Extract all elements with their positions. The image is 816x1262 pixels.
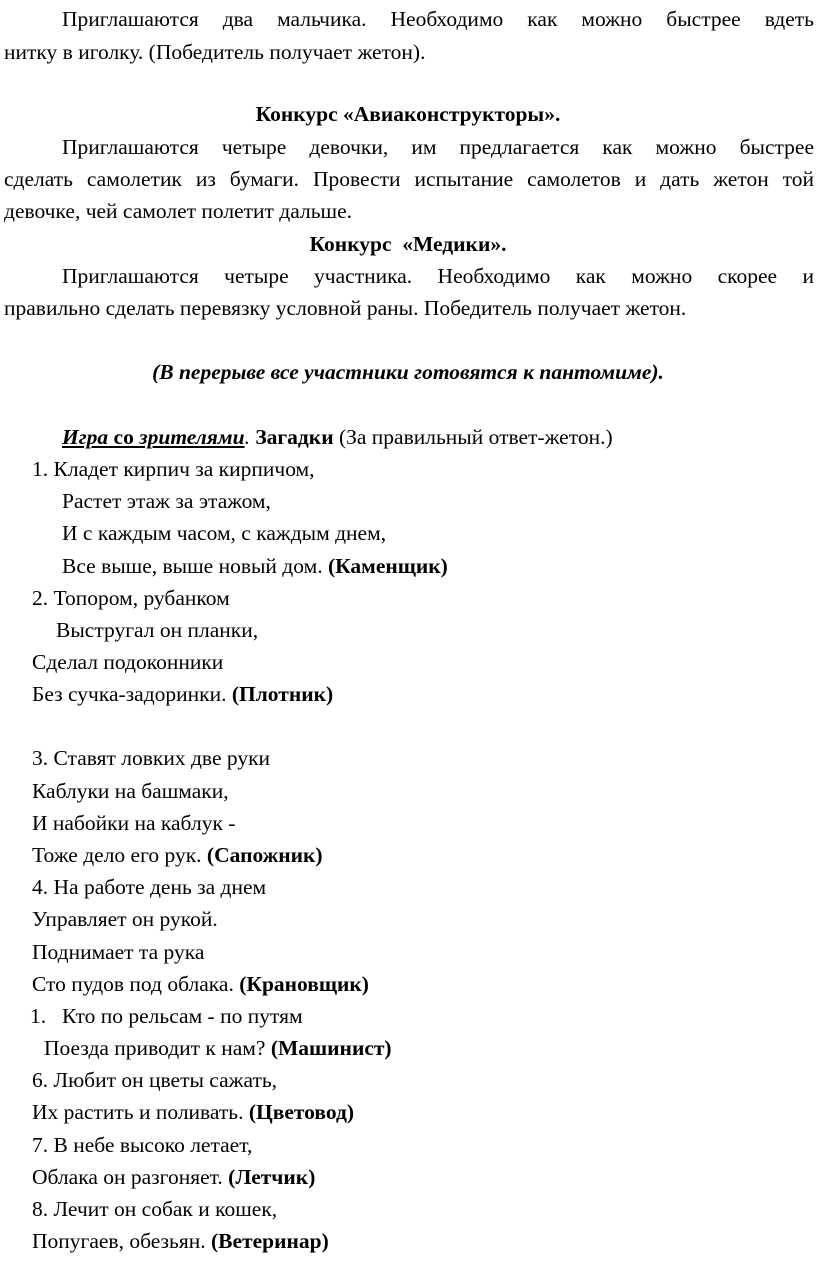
paragraph-2-line-1: Приглашаются четыре девочки, им предлагается как можно быстрее: [62, 135, 814, 159]
riddle-1-line-4: Все выше, выше новый дом. (Каменщик): [62, 554, 448, 578]
riddle-2-line-2: Выстругал он планки,: [56, 618, 259, 642]
riddle-3-answer: (Сапожник): [206, 843, 323, 867]
riddle-4-line-4: Сто пудов под облака. (Крановщик): [32, 972, 369, 996]
riddle-1-line-3: И с каждым часом, с каждым днем,: [62, 521, 387, 545]
paragraph-2-line-3: девочке, чей самолет полетит дальше.: [4, 199, 352, 223]
pantomime-note: (В перерыве все участники готовятся к пантомиме).: [152, 360, 664, 384]
riddle-5-answer: (Машинист): [270, 1036, 392, 1060]
paragraph-1-line-2: нитку в иголку. (Победитель получает жетон).: [4, 40, 426, 64]
paragraph-3-line-1: Приглашаются четыре участника. Необходимо как можно скорее и: [62, 264, 814, 288]
paragraph-2-line-2: сделать самолетик из бумаги. Провести испытание самолетов и дать жетон той: [4, 167, 814, 191]
paragraph-1-line-1: Приглашаются два мальчика. Необходимо как можно быстрее вдеть: [62, 7, 814, 31]
riddle-8-line-2: Попугаев, обезьян. (Ветеринар): [32, 1229, 329, 1253]
riddle-2-line-4: Без сучка-задоринки. (Плотник): [32, 682, 334, 706]
riddle-6-answer: (Цветовод): [248, 1100, 355, 1124]
riddle-3-line-1: 3. Ставят ловких две руки: [32, 746, 271, 770]
riddle-4-line-2: Управляет он рукой.: [32, 907, 218, 931]
heading-aviakonstruktory: Конкурс «Авиаконструкторы».: [255, 102, 561, 126]
riddle-6-line-2: Их растить и поливать. (Цветовод): [32, 1100, 355, 1124]
riddle-3-line-4: Тоже дело его рук. (Сапожник): [32, 843, 323, 867]
riddle-8-line-1: 8. Лечит он собак и кошек,: [32, 1197, 278, 1221]
riddle-5-line-2: Поезда приводит к нам? (Машинист): [44, 1036, 392, 1060]
riddle-5-line-1: Кто по рельсам - по путям: [62, 1004, 303, 1028]
riddle-4-line-1: 4. На работе день за днем: [32, 875, 267, 899]
game-title: Игра со зрителями. Загадки (За правильный ответ-жетон.): [62, 425, 613, 449]
riddle-2-line-3: Сделал подоконники: [32, 650, 224, 674]
riddle-1-line-2: Растет этаж за этажом,: [62, 489, 271, 513]
riddle-5-number: 1.: [30, 1004, 47, 1028]
riddle-4-answer: (Крановщик): [239, 972, 369, 996]
riddle-7-line-1: 7. В небе высоко летает,: [32, 1133, 253, 1157]
riddle-2-line-1: 2. Топором, рубанком: [32, 586, 230, 610]
riddle-3-line-3: И набойки на каблук -: [32, 811, 236, 835]
heading-mediki: Конкурс «Медики».: [309, 232, 507, 256]
riddle-3-line-2: Каблуки на башмаки,: [32, 779, 229, 803]
riddle-1-answer: (Каменщик): [327, 554, 448, 578]
riddle-7-answer: (Летчик): [228, 1165, 316, 1189]
riddle-6-line-1: 6. Любит он цветы сажать,: [32, 1068, 278, 1092]
riddle-2-answer: (Плотник): [231, 682, 334, 706]
riddle-1-line-1: 1. Кладет кирпич за кирпичом,: [32, 457, 315, 481]
paragraph-3-line-2: правильно сделать перевязку условной раны. Победитель получает жетон.: [4, 296, 687, 320]
riddle-7-line-2: Облака он разгоняет. (Летчик): [32, 1165, 316, 1189]
riddle-8-answer: (Ветеринар): [211, 1229, 329, 1253]
riddle-4-line-3: Поднимает та рука: [32, 940, 205, 964]
